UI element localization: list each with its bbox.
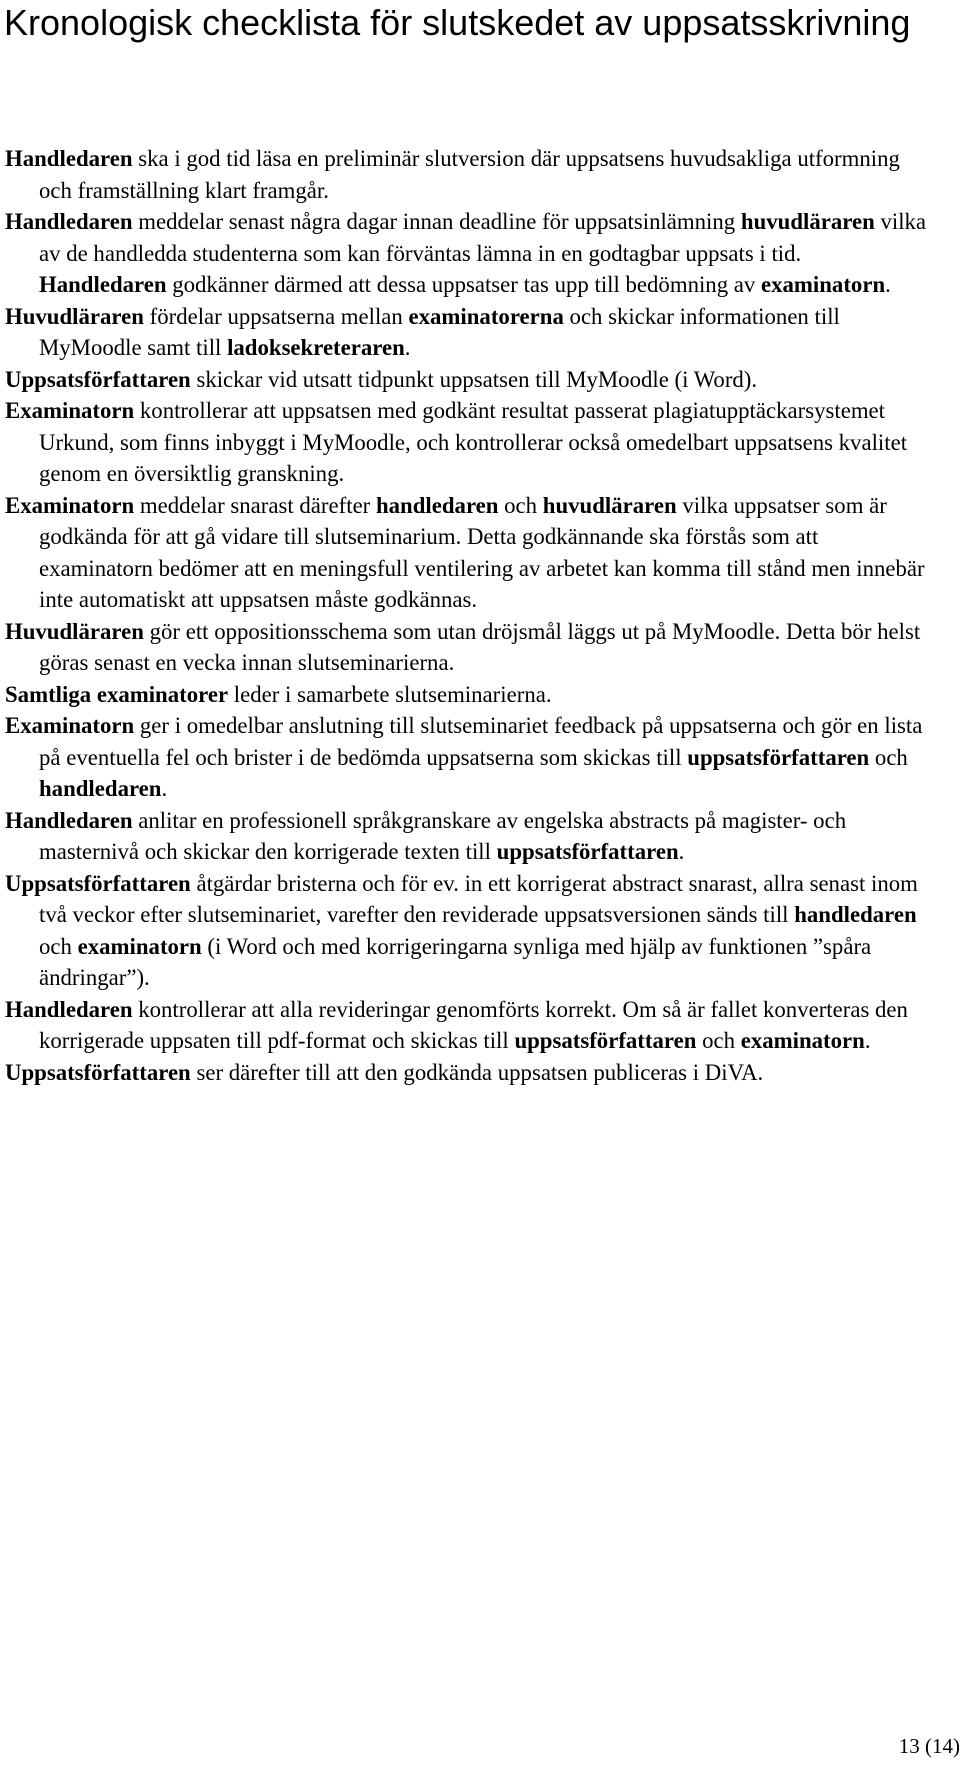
item-text: och skickar informationen till MyMoodle samt till — [39, 303, 840, 360]
role-term: Handledaren — [5, 807, 133, 833]
role-term: ladoksekreteraren — [227, 335, 405, 360]
role-term: Examinatorn — [5, 492, 135, 518]
item-text: skickar vid utsatt tidpunkt uppsatsen till MyMoodle (i Word). — [190, 366, 758, 392]
checklist-item — [5, 710, 930, 805]
item-text: kontrollerar att uppsatsen med godkänt resultat passerat plagiatupptäckarsystemet Urkund, som finns inbyggt i MyMoodle, och kontrollerar också omedelbart uppsatsens kvalitet genom en översiktlig granskning. — [39, 398, 908, 486]
item-text: godkänner därmed att dessa uppsatser tas upp till bedömning av — [166, 272, 762, 297]
item-text: meddelar snarast därefter — [134, 492, 376, 518]
checklist-item — [5, 868, 930, 994]
item-text: vilka av de handledda studenterna som kan förväntas lämna in en godtagbar uppsats i tid. — [39, 209, 927, 266]
role-term: Handledaren — [5, 996, 133, 1022]
item-text: och — [498, 492, 543, 518]
item-text: leder i samarbete slutseminarierna. — [228, 681, 552, 707]
checklist-item — [5, 805, 930, 868]
checklist-item — [5, 395, 930, 490]
role-term: Examinatorn — [5, 398, 135, 423]
item-text: fördelar uppsatserna mellan — [143, 303, 409, 329]
item-text: . — [161, 776, 168, 801]
checklist-item — [5, 994, 930, 1057]
role-term: examinatorn — [77, 933, 202, 959]
item-text: . — [885, 272, 891, 297]
item-text: . — [404, 335, 411, 360]
checklist — [5, 143, 930, 1088]
role-term: examinatorn — [740, 1028, 865, 1053]
checklist-item — [5, 679, 930, 711]
role-term: Huvudläraren — [5, 303, 144, 329]
role-term: examinatorn — [761, 272, 886, 297]
role-term: uppsatsförfattaren — [687, 744, 870, 770]
checklist-item — [5, 490, 930, 616]
role-term: huvudläraren — [542, 492, 677, 518]
checklist-item — [5, 143, 930, 206]
item-text: ska i god tid läsa en preliminär slutversion där uppsatsens huvudsakliga utformning och framställning klart framgår. — [39, 146, 900, 203]
role-term: Handledaren — [5, 209, 133, 234]
page-number: 13 (14) — [898, 1734, 960, 1758]
item-text: . — [864, 1028, 871, 1053]
item-text: kontrollerar att alla revideringar genomförts korrekt. Om så är fallet konverteras den korrigerade uppsaten till pdf-format och skickas till — [39, 996, 908, 1053]
role-term: handledaren — [39, 776, 162, 801]
item-text: (i Word och med korrigeringarna synliga med hjälp av funktionen ”spåra ändringar”). — [39, 933, 872, 990]
item-text: meddelar senast några dagar innan deadline för uppsatsinlämning — [132, 209, 741, 234]
checklist-item — [5, 206, 930, 301]
checklist-item — [5, 616, 930, 679]
item-text: och — [696, 1028, 741, 1053]
role-term: Handledaren — [5, 146, 133, 171]
item-text: vilka uppsatser som är godkända för att gå vidare till slutseminarium. Detta godkännande ska förstås som att examinatorn bedömer att en meningsfull ventilering av arbetet kan komma till stånd men innebär inte automatiskt att uppsatsen måste godkännas. — [39, 492, 925, 612]
role-term: Handledaren — [39, 272, 167, 297]
role-term: Examinatorn — [5, 713, 135, 738]
role-term: handledaren — [794, 902, 917, 927]
item-text: gör ett oppositionsschema som utan dröjsmål läggs ut på MyMoodle. Detta bör helst göras senast en vecka innan slutseminarierna. — [39, 618, 921, 675]
role-term: Uppsatsförfattaren — [5, 366, 191, 392]
item-text: åtgärdar bristerna och för ev. in ett korrigerat abstract snarast, allra senast inom två veckor efter slutseminariet, varefter den reviderade uppsatsversionen sänds till — [39, 870, 918, 927]
role-term: Huvudläraren — [5, 618, 144, 644]
checklist-item — [5, 301, 930, 364]
item-text: . — [678, 839, 685, 864]
item-text: anlitar en professionell språkgranskare av engelska abstracts på magister- och masternivå och skickar den korrigerade texten till — [39, 807, 847, 864]
item-text: ger i omedelbar anslutning till slutseminariet feedback på uppsatserna och gör en lista på eventuella fel och brister i de bedömda uppsatserna som skickas till — [39, 713, 923, 770]
role-term: Samtliga examinatorer — [5, 681, 229, 707]
role-term: huvudläraren — [740, 209, 875, 234]
checklist-item — [5, 1057, 930, 1089]
role-term: uppsatsförfattaren — [496, 839, 679, 864]
role-term: handledaren — [375, 492, 499, 518]
item-text: och — [39, 933, 78, 959]
role-term: Uppsatsförfattaren — [5, 870, 191, 896]
page-title: Kronologisk checklista för slutskedet av uppsatsskrivning — [4, 2, 911, 43]
item-text: och — [869, 744, 908, 770]
checklist-item — [5, 364, 930, 396]
role-term: uppsatsförfattaren — [514, 1028, 697, 1053]
item-text: ser därefter till att den godkända uppsatsen publiceras i DiVA. — [190, 1059, 764, 1085]
role-term: examinatorerna — [408, 303, 564, 329]
role-term: Uppsatsförfattaren — [5, 1059, 191, 1085]
